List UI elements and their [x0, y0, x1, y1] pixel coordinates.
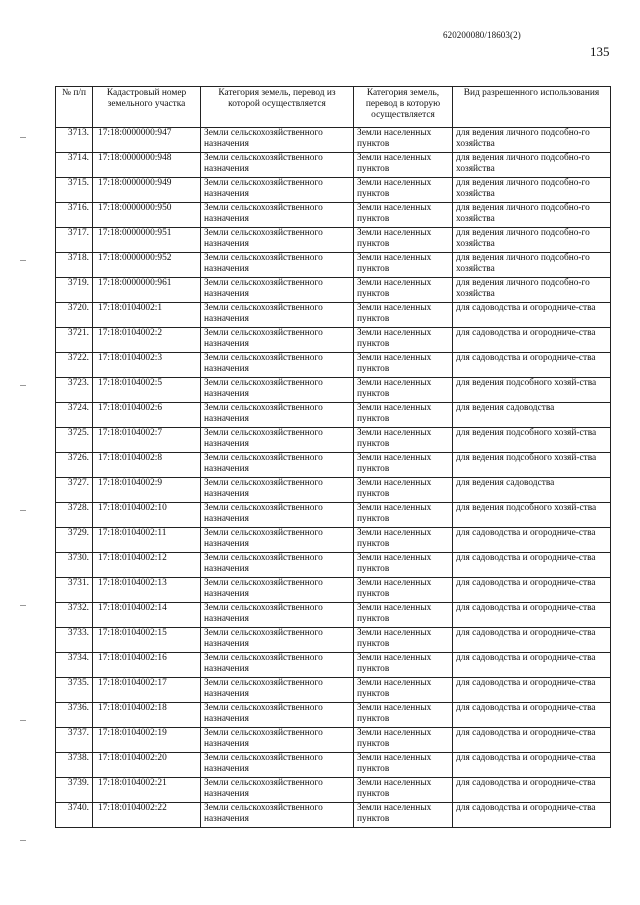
- category-to: Земли населенных пунктов: [354, 803, 453, 828]
- table-header: [56, 87, 611, 128]
- permitted-use: для ведения подсобного хозяй-ства: [453, 503, 611, 528]
- category-from: Земли сельскохозяйственного назначения: [201, 728, 354, 753]
- row-number: 3718.: [56, 253, 93, 278]
- page-number: 135: [590, 44, 610, 59]
- category-to: Земли населенных пунктов: [354, 728, 453, 753]
- permitted-use: для садоводства и огородниче-ства: [453, 778, 611, 803]
- cadastral-number: 17:18:0104002:15: [93, 628, 201, 653]
- cadastral-number: 17:18:0104002:11: [93, 528, 201, 553]
- cadastral-number: 17:18:0000000:949: [93, 178, 201, 203]
- row-number: 3721.: [56, 328, 93, 353]
- table-row: [56, 653, 611, 678]
- table-row: [56, 203, 611, 228]
- table-row: [56, 378, 611, 403]
- permitted-use: для садоводства и огородниче-ства: [453, 803, 611, 828]
- table-row: [56, 403, 611, 428]
- row-number: 3717.: [56, 228, 93, 253]
- cadastral-number: 17:18:0104002:16: [93, 653, 201, 678]
- table-row: [56, 453, 611, 478]
- category-from: Земли сельскохозяйственного назначения: [201, 453, 354, 478]
- row-number: 3722.: [56, 353, 93, 378]
- cadastral-number: 17:18:0000000:961: [93, 278, 201, 303]
- row-number: 3731.: [56, 578, 93, 603]
- category-from: Земли сельскохозяйственного назначения: [201, 628, 354, 653]
- cadastral-number: 17:18:0104002:6: [93, 403, 201, 428]
- row-number: 3732.: [56, 603, 93, 628]
- category-to: Земли населенных пунктов: [354, 328, 453, 353]
- table-row: [56, 503, 611, 528]
- table-row: [56, 553, 611, 578]
- cadastral-number: 17:18:0104002:17: [93, 678, 201, 703]
- row-number: 3739.: [56, 778, 93, 803]
- category-from: Земли сельскохозяйственного назначения: [201, 703, 354, 728]
- row-number: 3715.: [56, 178, 93, 203]
- row-number: 3720.: [56, 303, 93, 328]
- category-to: Земли населенных пунктов: [354, 403, 453, 428]
- permitted-use: для ведения подсобного хозяй-ства: [453, 453, 611, 478]
- cadastral-number: 17:18:0104002:19: [93, 728, 201, 753]
- category-from: Земли сельскохозяйственного назначения: [201, 753, 354, 778]
- category-from: Земли сельскохозяйственного назначения: [201, 353, 354, 378]
- category-from: Земли сельскохозяйственного назначения: [201, 378, 354, 403]
- category-from: Земли сельскохозяйственного назначения: [201, 278, 354, 303]
- cadastral-number: 17:18:0104002:9: [93, 478, 201, 503]
- row-number: 3729.: [56, 528, 93, 553]
- permitted-use: для ведения садоводства: [453, 478, 611, 503]
- permitted-use: для садоводства и огородниче-ства: [453, 628, 611, 653]
- permitted-use: для ведения личного подсобно-го хозяйства: [453, 253, 611, 278]
- cadastral-number: 17:18:0104002:2: [93, 328, 201, 353]
- cadastral-number: 17:18:0000000:950: [93, 203, 201, 228]
- table-row: [56, 153, 611, 178]
- row-number: 3733.: [56, 628, 93, 653]
- category-to: Земли населенных пунктов: [354, 228, 453, 253]
- table-row: [56, 128, 611, 153]
- column-header-cadastral: Кадастровый номер земельного участка: [93, 87, 201, 128]
- row-number: 3737.: [56, 728, 93, 753]
- table-row: [56, 178, 611, 203]
- cadastral-number: 17:18:0104002:13: [93, 578, 201, 603]
- category-to: Земли населенных пунктов: [354, 678, 453, 703]
- category-to: Земли населенных пунктов: [354, 478, 453, 503]
- column-header-number: № п/п: [56, 87, 93, 128]
- row-number: 3716.: [56, 203, 93, 228]
- cadastral-number: 17:18:0104002:21: [93, 778, 201, 803]
- row-number: 3719.: [56, 278, 93, 303]
- table-row: [56, 328, 611, 353]
- permitted-use: для ведения личного подсобно-го хозяйства: [453, 178, 611, 203]
- row-number: 3736.: [56, 703, 93, 728]
- category-from: Земли сельскохозяйственного назначения: [201, 803, 354, 828]
- permitted-use: для садоводства и огородниче-ства: [453, 753, 611, 778]
- table-row: [56, 253, 611, 278]
- row-number: 3727.: [56, 478, 93, 503]
- row-number: 3738.: [56, 753, 93, 778]
- permitted-use: для садоводства и огородниче-ства: [453, 303, 611, 328]
- table-row: [56, 228, 611, 253]
- category-to: Земли населенных пунктов: [354, 453, 453, 478]
- table-row: [56, 678, 611, 703]
- permitted-use: для садоводства и огородниче-ства: [453, 578, 611, 603]
- cadastral-number: 17:18:0104002:10: [93, 503, 201, 528]
- category-to: Земли населенных пунктов: [354, 578, 453, 603]
- category-to: Земли населенных пунктов: [354, 128, 453, 153]
- land-plots-table: [55, 86, 611, 828]
- row-number: 3728.: [56, 503, 93, 528]
- permitted-use: для садоводства и огородниче-ства: [453, 553, 611, 578]
- table-row: [56, 528, 611, 553]
- permitted-use: для ведения личного подсобно-го хозяйства: [453, 278, 611, 303]
- table-row: [56, 278, 611, 303]
- table-row: [56, 778, 611, 803]
- category-from: Земли сельскохозяйственного назначения: [201, 228, 354, 253]
- table-row: [56, 428, 611, 453]
- permitted-use: для садоводства и огородниче-ства: [453, 678, 611, 703]
- column-header-category-to: Категория земель, перевод в которую осуществляется: [354, 87, 453, 128]
- permitted-use: для садоводства и огородниче-ства: [453, 728, 611, 753]
- permitted-use: для садоводства и огородниче-ства: [453, 603, 611, 628]
- category-to: Земли населенных пунктов: [354, 428, 453, 453]
- category-from: Земли сельскохозяйственного назначения: [201, 328, 354, 353]
- cadastral-number: 17:18:0104002:22: [93, 803, 201, 828]
- cadastral-number: 17:18:0000000:951: [93, 228, 201, 253]
- row-number: 3730.: [56, 553, 93, 578]
- category-from: Земли сельскохозяйственного назначения: [201, 578, 354, 603]
- category-from: Земли сельскохозяйственного назначения: [201, 503, 354, 528]
- row-number: 3740.: [56, 803, 93, 828]
- table-row: [56, 603, 611, 628]
- category-to: Земли населенных пунктов: [354, 628, 453, 653]
- row-number: 3735.: [56, 678, 93, 703]
- category-from: Земли сельскохозяйственного назначения: [201, 553, 354, 578]
- table-row: [56, 803, 611, 828]
- category-to: Земли населенных пунктов: [354, 503, 453, 528]
- category-from: Земли сельскохозяйственного назначения: [201, 253, 354, 278]
- category-from: Земли сельскохозяйственного назначения: [201, 303, 354, 328]
- permitted-use: для садоводства и огородниче-ства: [453, 353, 611, 378]
- category-from: Земли сельскохозяйственного назначения: [201, 153, 354, 178]
- permitted-use: для садоводства и огородниче-ства: [453, 703, 611, 728]
- category-to: Земли населенных пунктов: [354, 153, 453, 178]
- category-to: Земли населенных пунктов: [354, 753, 453, 778]
- table-row: [56, 728, 611, 753]
- category-to: Земли населенных пунктов: [354, 303, 453, 328]
- table-row: [56, 703, 611, 728]
- table-row: [56, 353, 611, 378]
- document-number: 620200080/18603(2): [443, 30, 521, 40]
- permitted-use: для ведения личного подсобно-го хозяйства: [453, 228, 611, 253]
- cadastral-number: 17:18:0000000:948: [93, 153, 201, 178]
- row-number: 3723.: [56, 378, 93, 403]
- category-to: Земли населенных пунктов: [354, 653, 453, 678]
- category-to: Земли населенных пунктов: [354, 253, 453, 278]
- column-header-category-from: Категория земель, перевод из которой осуществляется: [201, 87, 354, 128]
- category-to: Земли населенных пунктов: [354, 178, 453, 203]
- category-to: Земли населенных пунктов: [354, 603, 453, 628]
- cadastral-number: 17:18:0104002:3: [93, 353, 201, 378]
- table-row: [56, 628, 611, 653]
- category-to: Земли населенных пунктов: [354, 778, 453, 803]
- category-from: Земли сельскохозяйственного назначения: [201, 778, 354, 803]
- permitted-use: для ведения подсобного хозяй-ства: [453, 378, 611, 403]
- cadastral-number: 17:18:0104002:1: [93, 303, 201, 328]
- permitted-use: для садоводства и огородниче-ства: [453, 528, 611, 553]
- table-row: [56, 478, 611, 503]
- permitted-use: для ведения подсобного хозяй-ства: [453, 428, 611, 453]
- category-to: Земли населенных пунктов: [354, 278, 453, 303]
- column-header-permitted-use: Вид разрешенного использования: [453, 87, 611, 128]
- category-from: Земли сельскохозяйственного назначения: [201, 428, 354, 453]
- category-to: Земли населенных пунктов: [354, 528, 453, 553]
- cadastral-number: 17:18:0104002:18: [93, 703, 201, 728]
- cadastral-number: 17:18:0104002:14: [93, 603, 201, 628]
- permitted-use: для ведения личного подсобно-го хозяйства: [453, 128, 611, 153]
- category-to: Земли населенных пунктов: [354, 378, 453, 403]
- cadastral-number: 17:18:0000000:952: [93, 253, 201, 278]
- category-from: Земли сельскохозяйственного назначения: [201, 178, 354, 203]
- row-number: 3713.: [56, 128, 93, 153]
- permitted-use: для садоводства и огородниче-ства: [453, 653, 611, 678]
- category-from: Земли сельскохозяйственного назначения: [201, 678, 354, 703]
- category-from: Земли сельскохозяйственного назначения: [201, 478, 354, 503]
- category-to: Земли населенных пунктов: [354, 703, 453, 728]
- category-to: Земли населенных пунктов: [354, 203, 453, 228]
- scan-margin-marks: [0, 0, 40, 905]
- cadastral-number: 17:18:0104002:20: [93, 753, 201, 778]
- permitted-use: для ведения личного подсобно-го хозяйства: [453, 203, 611, 228]
- cadastral-number: 17:18:0104002:5: [93, 378, 201, 403]
- table-row: [56, 753, 611, 778]
- category-from: Земли сельскохозяйственного назначения: [201, 603, 354, 628]
- category-from: Земли сельскохозяйственного назначения: [201, 203, 354, 228]
- row-number: 3734.: [56, 653, 93, 678]
- table-row: [56, 578, 611, 603]
- category-from: Земли сельскохозяйственного назначения: [201, 528, 354, 553]
- row-number: 3714.: [56, 153, 93, 178]
- row-number: 3724.: [56, 403, 93, 428]
- permitted-use: для ведения садоводства: [453, 403, 611, 428]
- category-from: Земли сельскохозяйственного назначения: [201, 128, 354, 153]
- table-row: [56, 303, 611, 328]
- row-number: 3726.: [56, 453, 93, 478]
- permitted-use: для ведения личного подсобно-го хозяйства: [453, 153, 611, 178]
- category-to: Земли населенных пунктов: [354, 353, 453, 378]
- category-from: Земли сельскохозяйственного назначения: [201, 653, 354, 678]
- category-from: Земли сельскохозяйственного назначения: [201, 403, 354, 428]
- permitted-use: для садоводства и огородниче-ства: [453, 328, 611, 353]
- cadastral-number: 17:18:0104002:8: [93, 453, 201, 478]
- cadastral-number: 17:18:0000000:947: [93, 128, 201, 153]
- cadastral-number: 17:18:0104002:12: [93, 553, 201, 578]
- category-to: Земли населенных пунктов: [354, 553, 453, 578]
- cadastral-number: 17:18:0104002:7: [93, 428, 201, 453]
- row-number: 3725.: [56, 428, 93, 453]
- table-body: [56, 128, 611, 828]
